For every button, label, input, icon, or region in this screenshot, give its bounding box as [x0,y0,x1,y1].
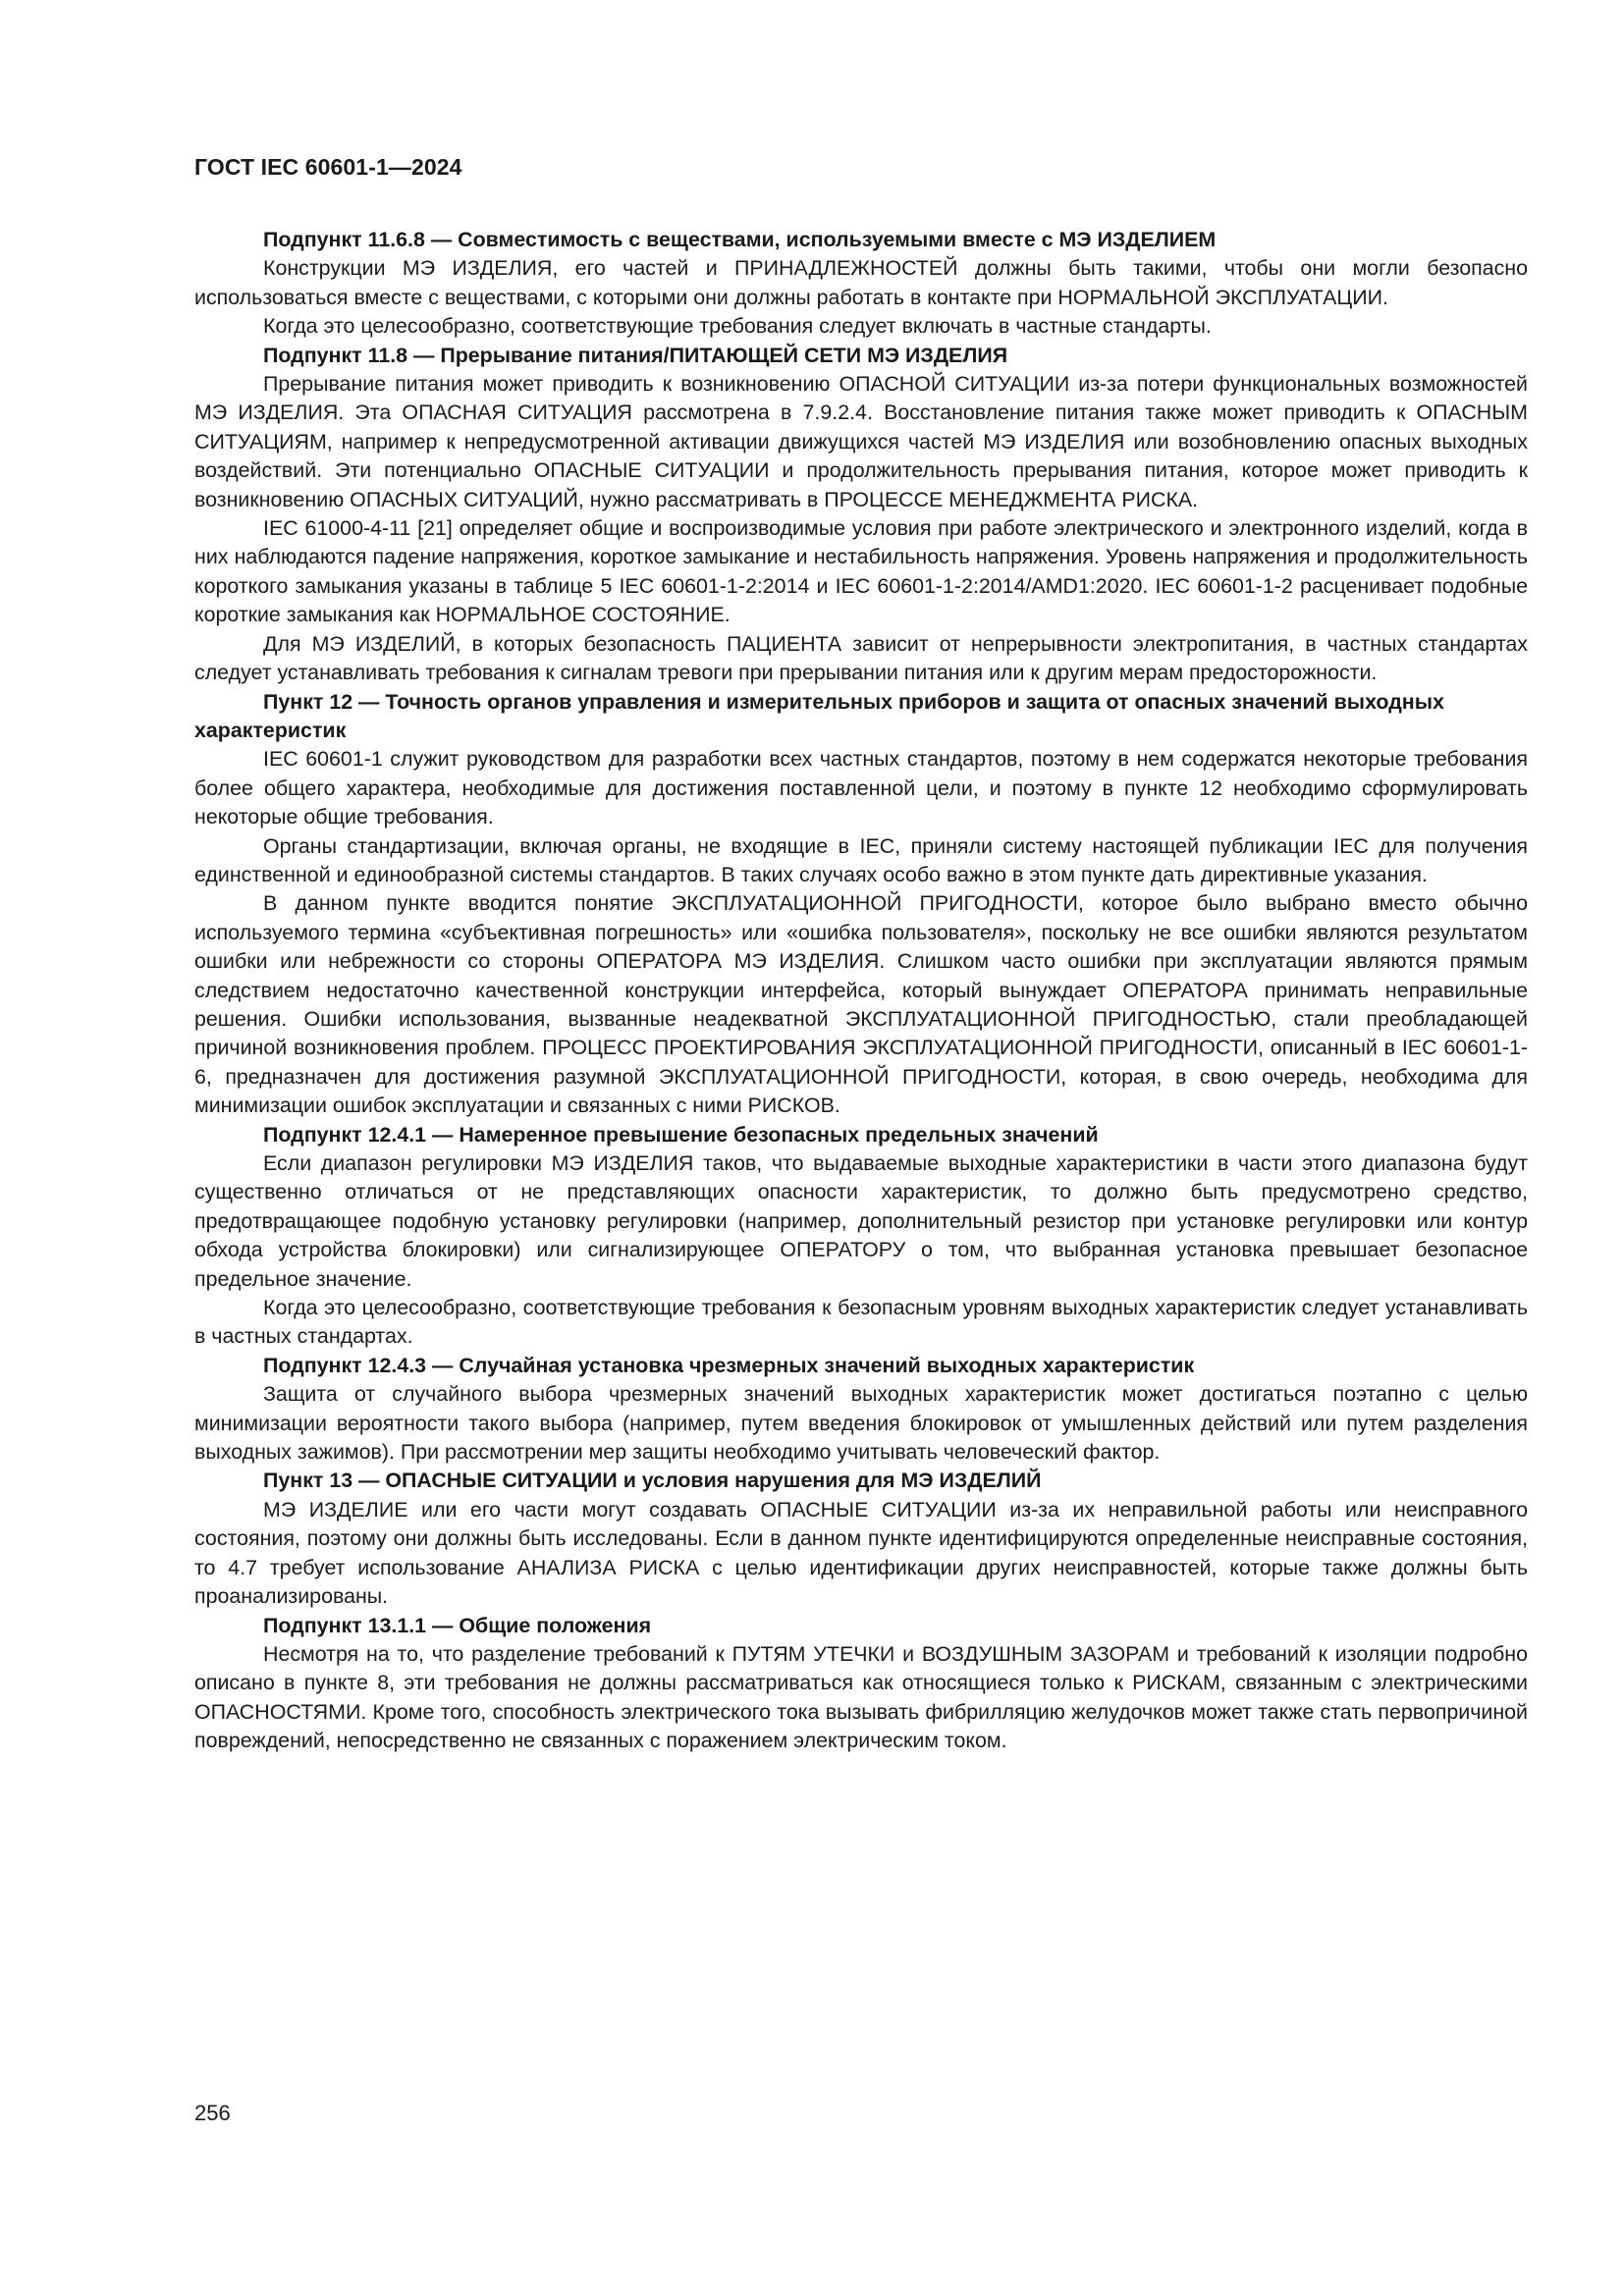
paragraph: Когда это целесообразно, соответствующие требования следует включать в частные стандарты. [263,314,1212,339]
paragraph: Защита от случайного выбора чрезмерных значений выходных характеристик может достигаться поэтапно с целью минимизации вероятности такого выбора (например, путем введения блокировок от умышленных действий или путем разделения выходных зажимов). При рассмотрении мер защиты необходимо учитывать человеческий фактор. [194,1382,1528,1465]
section-heading: Подпункт 11.8 — Прерывание питания/ПИТАЮЩЕЙ СЕТИ МЭ ИЗДЕЛИЯ [263,343,1008,367]
section-heading: Подпункт 12.4.3 — Случайная установка чрезмерных значений выходных характеристик [263,1353,1195,1377]
paragraph: МЭ ИЗДЕЛИЕ или его части могут создавать ОПАСНЫЕ СИТУАЦИИ из-за их неправильной работы или неисправного состояния, поэтому они должны быть исследованы. Если в данном пункте идентифицируются определенные неисправные состояния, то 4.7 требует использование АНАЛИЗА РИСКА с целью идентификации других неисправностей, которые также должны быть проанализированы. [194,1497,1528,1609]
section-heading: Пункт 12 — Точность органов управления и измерительных приборов и защита от опасных значений выходных характеристик [194,689,1444,742]
paragraph: Органы стандартизации, включая органы, не входящие в IEC, приняли систему настоящей публикации IEC для получения единственной и единообразной системы стандартов. В таких случаях особо важно в этом пункте дать директивные указания. [194,833,1528,886]
paragraph: Несмотря на то, что разделение требований к ПУТЯМ УТЕЧКИ и ВОЗДУШНЫМ ЗАЗОРАМ и требований к изоляции подробно описано в пункте 8, эти требования не должны рассматриваться как относящиеся только к РИСКАМ, связанным с электрическими ОПАСНОСТЯМИ. Кроме того, способность электрического тока вызывать фибрилляцию желудочков может также стать первопричиной повреждений, непосредственно не связанных с поражением электрическим током. [194,1641,1528,1753]
page-number: 256 [194,2101,231,2125]
section-heading: Пункт 13 — ОПАСНЫЕ СИТУАЦИИ и условия нарушения для МЭ ИЗДЕЛИЙ [263,1468,1042,1493]
section-heading: Подпункт 12.4.1 — Намеренное превышение безопасных предельных значений [263,1122,1099,1147]
paragraph: Для МЭ ИЗДЕЛИЙ, в которых безопасность ПАЦИЕНТА зависит от непрерывности электропитания, в частных стандартах следует устанавливать требования к сигналам тревоги при прерывании питания или к другим мерам предосторожности. [194,631,1528,685]
paragraph: IEC 60601-1 служит руководством для разработки всех частных стандартов, поэтому в нем содержатся некоторые требования более общего характера, необходимые для достижения поставленной цели, и поэтому в пункте 12 необходимо сформулировать некоторые общие требования. [194,747,1528,829]
section-heading: Подпункт 13.1.1 — Общие положения [263,1613,652,1637]
paragraph: IEC 61000-4-11 [21] определяет общие и воспроизводимые условия при работе электрического и электронного изделий, когда в них наблюдаются падение напряжения, короткое замыкание и нестабильность напряжения. Уровень напряжения и продолжительность короткого замыкания указаны в таблице 5 IEC 60601-1-2:2014 и IEC 60601-1-2:2014/AMD1:2020. IEC 60601-1-2 расценивает подобные короткие замыкания как НОРМАЛЬНОЕ СОСТОЯНИЕ. [194,516,1528,627]
paragraph: Конструкции МЭ ИЗДЕЛИЯ, его частей и ПРИНАДЛЕЖНОСТЕЙ должны быть такими, чтобы они могли безопасно использоваться вместе с веществами, с которыми они должны работать в контакте при НОРМАЛЬНОЙ ЭКСПЛУАТАЦИИ. [194,256,1528,309]
paragraph: Если диапазон регулировки МЭ ИЗДЕЛИЯ таков, что выдаваемые выходные характеристики в части этого диапазона будут существенно отличаться от не представляющих опасности характеристик, то должно быть предусмотрено средство, предотвращающее подобную установку регулировки (например, дополнительный резистор при установке регулировки или контур обхода устройства блокировки) или сигнализирующее ОПЕРАТОРУ о том, что выбранная установка превышает безопасное предельное значение. [194,1151,1528,1291]
section-heading: Подпункт 11.6.8 — Совместимость с веществами, используемыми вместе с МЭ ИЗДЕЛИЕМ [263,228,1217,251]
paragraph: Прерывание питания может приводить к возникновению ОПАСНОЙ СИТУАЦИИ из-за потери функциональных возможностей МЭ ИЗДЕЛИЯ. Эта ОПАСНАЯ СИТУАЦИЯ рассмотрена в 7.9.2.4. Восстановление питания также может приводить к ОПАСНЫМ СИТУАЦИЯМ, например к непредусмотренной активации движущихся частей МЭ ИЗДЕЛИЯ или возобновлению опасных выходных воздействий. Эти потенциально ОПАСНЫЕ СИТУАЦИИ и продолжительность прерывания питания, которое может приводить к возникновению ОПАСНЫХ СИТУАЦИЙ, нужно рассматривать в ПРОЦЕССЕ МЕНЕДЖМЕНТА РИСКА. [194,372,1528,511]
document-body [194,226,1528,1756]
paragraph: В данном пункте вводится понятие ЭКСПЛУАТАЦИОННОЙ ПРИГОДНОСТИ, которое было выбрано вместо обычно используемого термина «субъективная погрешность» или «ошибка пользователя», поскольку не все ошибки являются результатом ошибки или небрежности со стороны ОПЕРАТОРА МЭ ИЗДЕЛИЯ. Слишком часто ошибки при эксплуатации являются прямым следствием недостаточно качественной конструкции интерфейса, который вынуждает ОПЕРАТОРА принимать неправильные решения. Ошибки использования, вызванные неадекватной ЭКСПЛУАТАЦИОННОЙ ПРИГОДНОСТЬЮ, стали преобладающей причиной возникновения проблем. ПРОЦЕСС ПРОЕКТИРОВАНИЯ ЭКСПЛУАТАЦИОННОЙ ПРИГОДНОСТИ, описанный в IEC 60601-1-6, предназначен для достижения разумной ЭКСПЛУАТАЦИОННОЙ ПРИГОДНОСТИ, которая, в свою очередь, необходима для минимизации ошибок эксплуатации и связанных с ними РИСКОВ. [194,891,1528,1118]
document-header: ГОСТ IEC 60601-1—2024 [194,154,462,180]
paragraph: Когда это целесообразно, соответствующие требования к безопасным уровням выходных характеристик следует устанавливать в частных стандартах. [194,1296,1528,1349]
